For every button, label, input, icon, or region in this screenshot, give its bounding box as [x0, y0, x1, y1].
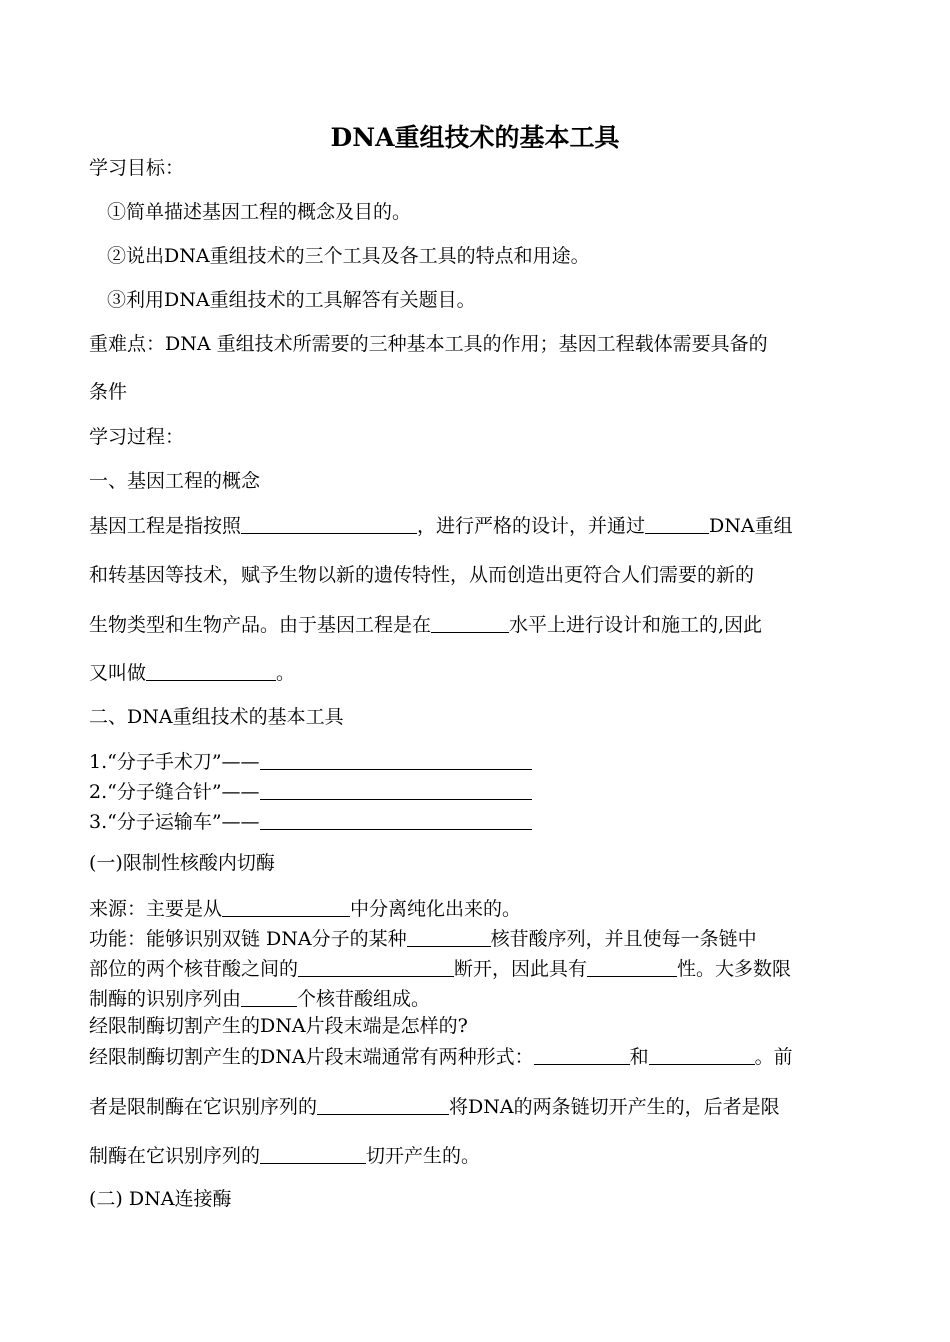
fill-blank	[645, 513, 709, 534]
ends-text: 切开产生的。	[366, 1145, 481, 1167]
fill-blank	[260, 749, 532, 770]
function-text: 断开，因此具有	[454, 958, 588, 980]
concept-line-1	[89, 513, 862, 538]
concept-text: 生物类型和生物产品。由于基因工程是在	[89, 614, 432, 636]
key-points-line-2: 条件	[89, 381, 128, 403]
function-text: 个核苷酸组成。	[297, 988, 431, 1010]
ends-text: 经限制酶切割产生的DNA片段末端通常有两种形式：	[89, 1046, 534, 1068]
ends-text: 和	[629, 1046, 649, 1068]
fill-blank	[260, 809, 532, 830]
concept-text: 水平上进行设计和施工的,因此	[509, 614, 763, 636]
ends-text: 将DNA的两条链切开产生的，后者是限	[449, 1096, 780, 1118]
ends-line-3	[89, 1143, 862, 1168]
question-line: 经限制酶切割产生的DNA片段末端是怎样的?	[89, 1015, 468, 1037]
function-line-1	[89, 926, 862, 951]
subsection-1-heading: (一)限制性核酸内切酶	[89, 852, 275, 874]
concept-line-2: 和转基因等技术，赋予生物以新的遗传特性，从而创造出更符合人们需要的新的	[89, 564, 755, 586]
function-text: 部位的两个核苷酸之间的	[89, 958, 299, 980]
subsection-2-heading: (二) DNA连接酶	[89, 1188, 232, 1210]
concept-line-3	[89, 612, 862, 637]
page-title: DNA重组技术的基本工具	[330, 123, 620, 152]
fill-blank	[407, 926, 491, 947]
objective-item-3: ③利用DNA重组技术的工具解答有关题目。	[107, 289, 476, 311]
ends-line-2	[89, 1094, 862, 1119]
fill-blank	[260, 1143, 366, 1164]
function-text: 功能：能够识别双链 DNA分子的某种	[89, 928, 407, 950]
fill-blank	[649, 1044, 755, 1065]
ends-text: 。前	[754, 1046, 793, 1068]
ends-text: 制酶在它识别序列的	[89, 1145, 261, 1167]
fill-blank	[241, 986, 297, 1007]
fill-blank	[222, 896, 350, 917]
fill-blank	[260, 779, 532, 800]
source-line	[89, 896, 862, 921]
source-text: 来源：主要是从	[89, 898, 223, 920]
function-text: 制酶的识别序列由	[89, 988, 242, 1010]
ends-line-1	[89, 1044, 862, 1069]
section-2-heading: 二、DNA重组技术的基本工具	[89, 706, 344, 728]
concept-line-4	[89, 660, 862, 685]
tool-item-2	[89, 779, 862, 804]
function-line-3	[89, 986, 862, 1011]
fill-blank	[587, 956, 677, 977]
fill-blank	[534, 1044, 630, 1065]
tool-item-3	[89, 809, 862, 834]
tool-item-1	[89, 749, 862, 774]
concept-text: DNA重组	[709, 515, 793, 537]
function-text: 性。大多数限	[677, 958, 792, 980]
tool-label: 3.“分子运输车”——	[89, 811, 260, 833]
concept-text: 基因工程是指按照	[89, 515, 242, 537]
source-text: 中分离纯化出来的。	[350, 898, 522, 920]
ends-text: 者是限制酶在它识别序列的	[89, 1096, 318, 1118]
function-text: 核苷酸序列，并且使每一条链中	[490, 928, 757, 950]
concept-text: 又叫做	[89, 662, 147, 684]
tool-label: 2.“分子缝合针”——	[89, 781, 260, 803]
function-line-2	[89, 956, 862, 981]
objective-item-2: ②说出DNA重组技术的三个工具及各工具的特点和用途。	[107, 245, 590, 267]
objective-item-1: ①简单描述基因工程的概念及目的。	[107, 201, 412, 223]
concept-text: 。	[276, 662, 296, 684]
objectives-heading: 学习目标：	[89, 157, 185, 179]
fill-blank	[146, 660, 276, 681]
fill-blank	[431, 612, 509, 633]
fill-blank	[241, 513, 417, 534]
process-heading: 学习过程：	[89, 426, 185, 448]
fill-blank	[317, 1094, 449, 1115]
tool-label: 1.“分子手术刀”——	[89, 751, 260, 773]
fill-blank	[298, 956, 454, 977]
concept-text: ，进行严格的设计，并通过	[417, 515, 646, 537]
key-points-line-1: 重难点：DNA 重组技术所需要的三种基本工具的作用；基因工程载体需要具备的	[89, 333, 768, 355]
section-1-heading: 一、基因工程的概念	[89, 470, 261, 492]
